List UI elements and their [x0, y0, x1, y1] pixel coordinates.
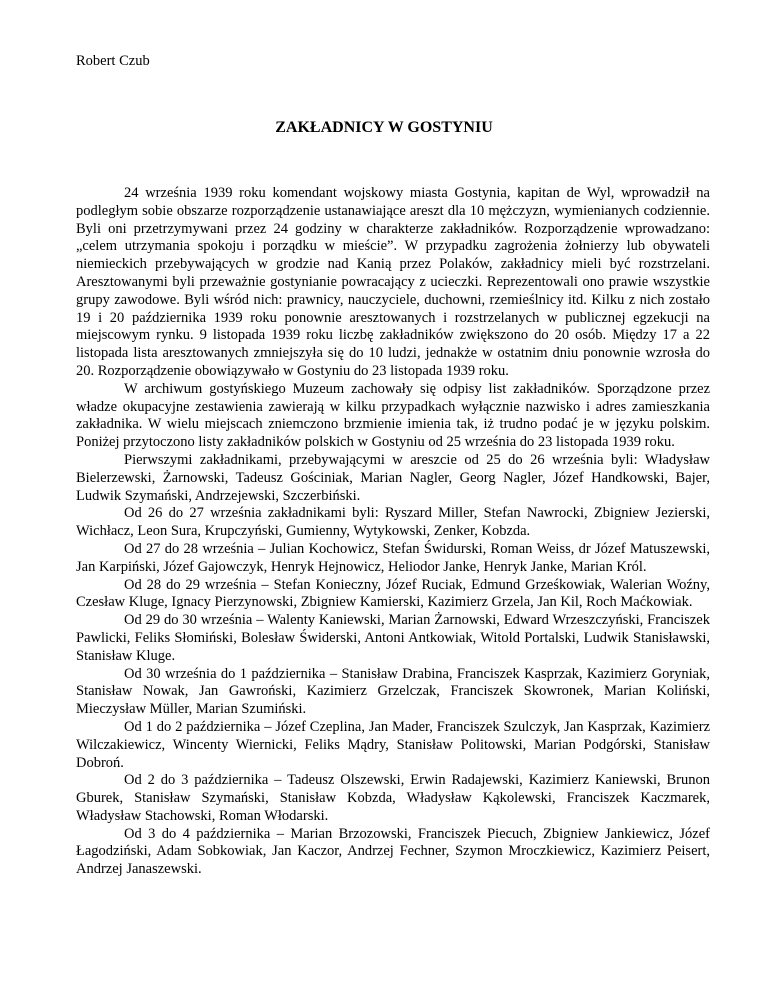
- paragraph-list-25-26-sep: Pierwszymi zakładnikami, przebywającymi w areszcie od 25 do 26 września byli: Władysław Bielerzewski, Żarnowski, Tadeusz Gościniak, Marian Nagler, Georg Nagler, Józef Handkowski, Bajer, Ludwik Szymański, Andrzejewski, Szczerbiński.: [76, 451, 710, 504]
- document-title: ZAKŁADNICY W GOSTYNIU: [275, 119, 493, 136]
- paragraph-list-26-27-sep: Od 26 do 27 września zakładnikami byli: Ryszard Miller, Stefan Nawrocki, Zbigniew Jezierski, Wichłacz, Leon Sura, Krupczyński, Gumienny, Wytykowski, Zenker, Kobzda.: [76, 505, 710, 540]
- paragraph-list-30-sep-1-oct: Od 30 września do 1 października – Stanisław Drabina, Franciszek Kasprzak, Kazimierz Goryniak, Stanisław Nowak, Jan Gawroński, Kazimierz Grzelczak, Franciszek Skowronek, Marian Koliński, Mieczysław Müller, Marian Szumiński.: [76, 665, 710, 718]
- paragraph-archive: W archiwum gostyńskiego Muzeum zachowały się odpisy list zakładników. Sporządzone przez władze okupacyjne zestawienia zawierają w kilku przypadkach wyłącznie nazwisko i adres zamieszkania zakładnika. W wielu miejscach zniemczono brzmienie imienia tak, iż trudno podać je w języku polskim. Poniżej przytoczono listy zakładników polskich w Gostyniu od 25 września do 23 listopada 1939 roku.: [76, 380, 710, 451]
- paragraph-list-1-2-oct: Od 1 do 2 października – Józef Czeplina, Jan Mader, Franciszek Szulczyk, Jan Kasprzak, Kazimierz Wilczakiewicz, Wincenty Wiernicki, Feliks Mądry, Stanisław Politowski, Marian Podgórski, Stanisław Dobroń.: [76, 718, 710, 771]
- paragraph-list-27-28-sep: Od 27 do 28 września – Julian Kochowicz, Stefan Świdurski, Roman Weiss, dr Józef Matuszewski, Jan Karpiński, Józef Gajowczyk, Henryk Hejnowicz, Heliodor Janke, Henryk Janke, Marian Król.: [76, 540, 710, 575]
- paragraph-list-3-4-oct: Od 3 do 4 października – Marian Brzozowski, Franciszek Piecuch, Zbigniew Jankiewicz, Józef Łagodziński, Adam Sobkowiak, Jan Kaczor, Andrzej Fechner, Szymon Mroczkiewicz, Kazimierz Peisert, Andrzej Janaszewski.: [76, 825, 710, 878]
- document-body: [76, 185, 710, 879]
- author-name: Robert Czub: [76, 53, 150, 69]
- paragraph-list-28-29-sep: Od 28 do 29 września – Stefan Konieczny, Józef Ruciak, Edmund Grześkowiak, Walerian Woźny, Czesław Kluge, Ignacy Pierzynowski, Zbigniew Kamierski, Kazimierz Grzela, Jan Kil, Roch Maćkowiak.: [76, 576, 710, 611]
- paragraph-list-2-3-oct: Od 2 do 3 października – Tadeusz Olszewski, Erwin Radajewski, Kazimierz Kaniewski, Brunon Gburek, Stanisław Szymański, Stanisław Kobzda, Władysław Kąkolewski, Franciszek Kaczmarek, Władysław Stachowski, Roman Włodarski.: [76, 772, 710, 824]
- paragraph-list-29-30-sep: Od 29 do 30 września – Walenty Kaniewski, Marian Żarnowski, Edward Wrzeszczyński, Franciszek Pawlicki, Feliks Słomiński, Bolesław Świderski, Antoni Antkowiak, Witold Portalski, Ludwik Stanisławski, Stanisław Kluge.: [76, 612, 710, 664]
- paragraph-intro: 24 września 1939 roku komendant wojskowy miasta Gostynia, kapitan de Wyl, wprowadził na podległym sobie obszarze rozporządzenie ustanawiające areszt dla 10 mężczyzn, wymienianych codziennie. Byli oni przetrzymywani przez 24 godziny w charakterze zakładników. Rozporządzenie wprowadzano: „celem utrzymania spokoju i porządku w mieście”. W przypadku zagrożenia żołnierzy lub obywateli niemieckich przebywających w grodzie nad Kanią przez Polaków, zakładnicy mieli być rozstrzelani. Aresztowanymi byli przeważnie gostynianie powracający z ucieczki. Reprezentowali ono prawie wszystkie grupy zawodowe. Byli wśród nich: prawnicy, nauczyciele, duchowni, rzemieślnicy itd. Kilku z nich zostało 19 i 20 października 1939 roku ponownie aresztowanych i rozstrzelanych w publicznej egzekucji na miejscowym rynku. 9 listopada 1939 roku liczbę zakładników zwiększono do 20 osób. Między 17 a 22 listopada lista aresztowanych zmniejszyła się do 10 ludzi, jednakże w ostatnim dniu ponownie wzrosła do 20. Rozporządzenie obowiązywało w Gostyniu do 23 listopada 1939 roku.: [76, 185, 710, 379]
